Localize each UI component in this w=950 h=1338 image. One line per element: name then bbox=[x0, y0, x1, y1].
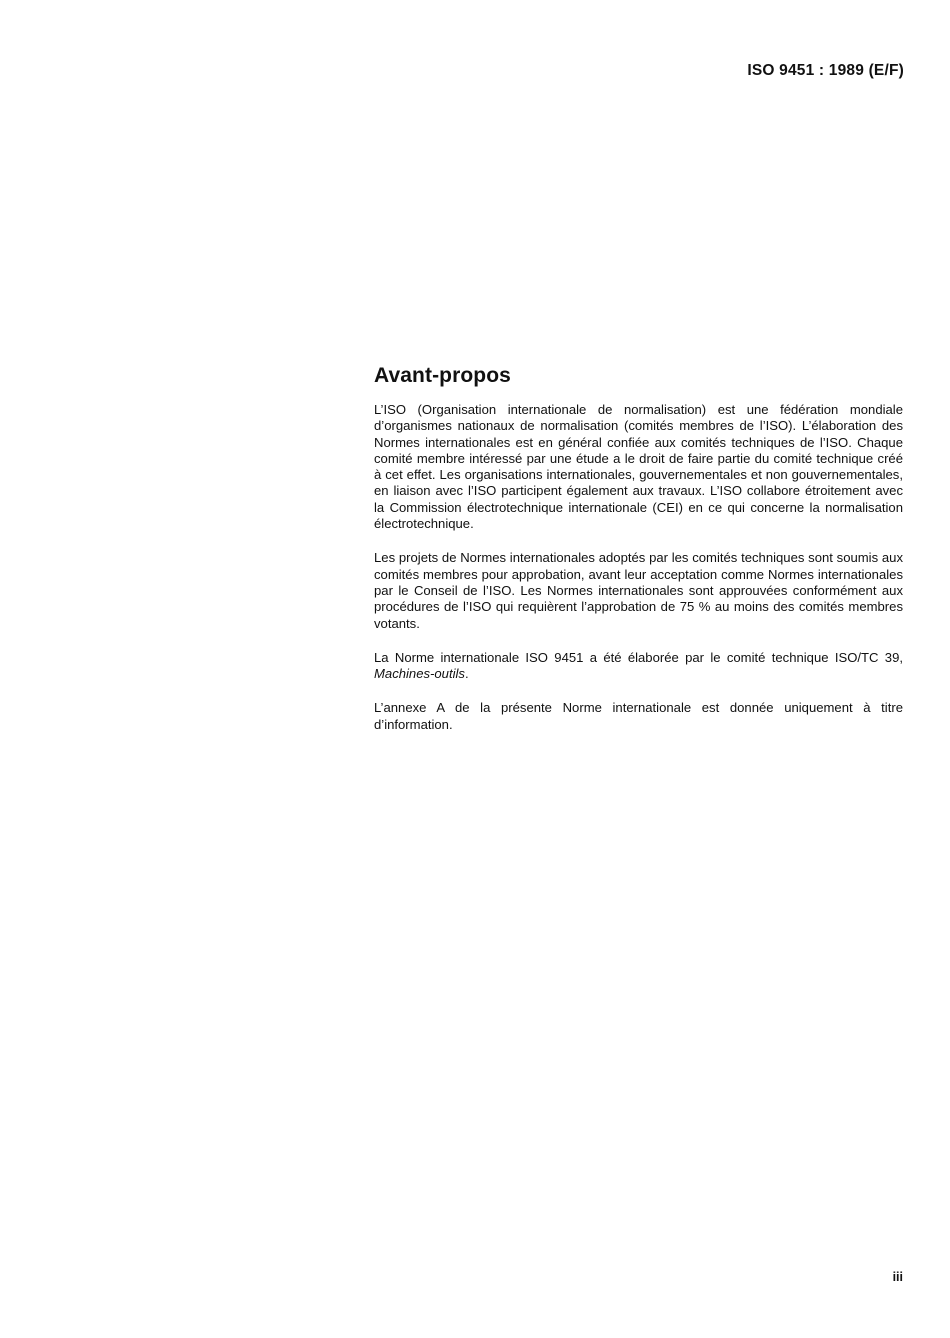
document-header: ISO 9451 : 1989 (E/F) bbox=[747, 62, 904, 79]
page-number: iii bbox=[892, 1270, 903, 1284]
foreword-section bbox=[374, 364, 903, 751]
paragraph-technical-committee bbox=[374, 650, 903, 683]
committee-name: Machines-outils bbox=[374, 666, 465, 682]
section-title: Avant-propos bbox=[374, 364, 511, 387]
committee-text: La Norme internationale ISO 9451 a été élaborée par le comité technique ISO/TC 39, bbox=[374, 649, 903, 665]
paragraph-approval-process: Les projets de Normes internationales adoptés par les comités techniques sont soumis aux comités membres pour approbation, avant leur acceptation comme Normes internationales par le Conseil de l’ISO. Les Normes internationales sont approuvées conformément aux procédures de l’ISO qui requièrent l’approbation de 75 % au moins des comités membres votants. bbox=[374, 550, 903, 631]
committee-period: . bbox=[464, 666, 469, 682]
paragraph-iso-organisation: L’ISO (Organisation internationale de normalisation) est une fédération mondiale d’organismes nationaux de normalisation (comités membres de l’ISO). L’élaboration des Normes internationales est en général confiée aux comités techniques de l’ISO. Chaque comité membre intéressé par une étude a le droit de faire partie du comité technique créé à cet effet. Les organisations internationales, gouvernementales et non gouvernementales, en liaison avec l’ISO participent également aux travaux. L’ISO collabore étroitement avec la Commission électrotechnique internationale (CEI) en ce qui concerne la normalisation électrotechnique. bbox=[374, 402, 903, 532]
paragraph-annex-note: L’annexe A de la présente Norme internationale est donnée uniquement à titre d’information. bbox=[374, 700, 903, 732]
